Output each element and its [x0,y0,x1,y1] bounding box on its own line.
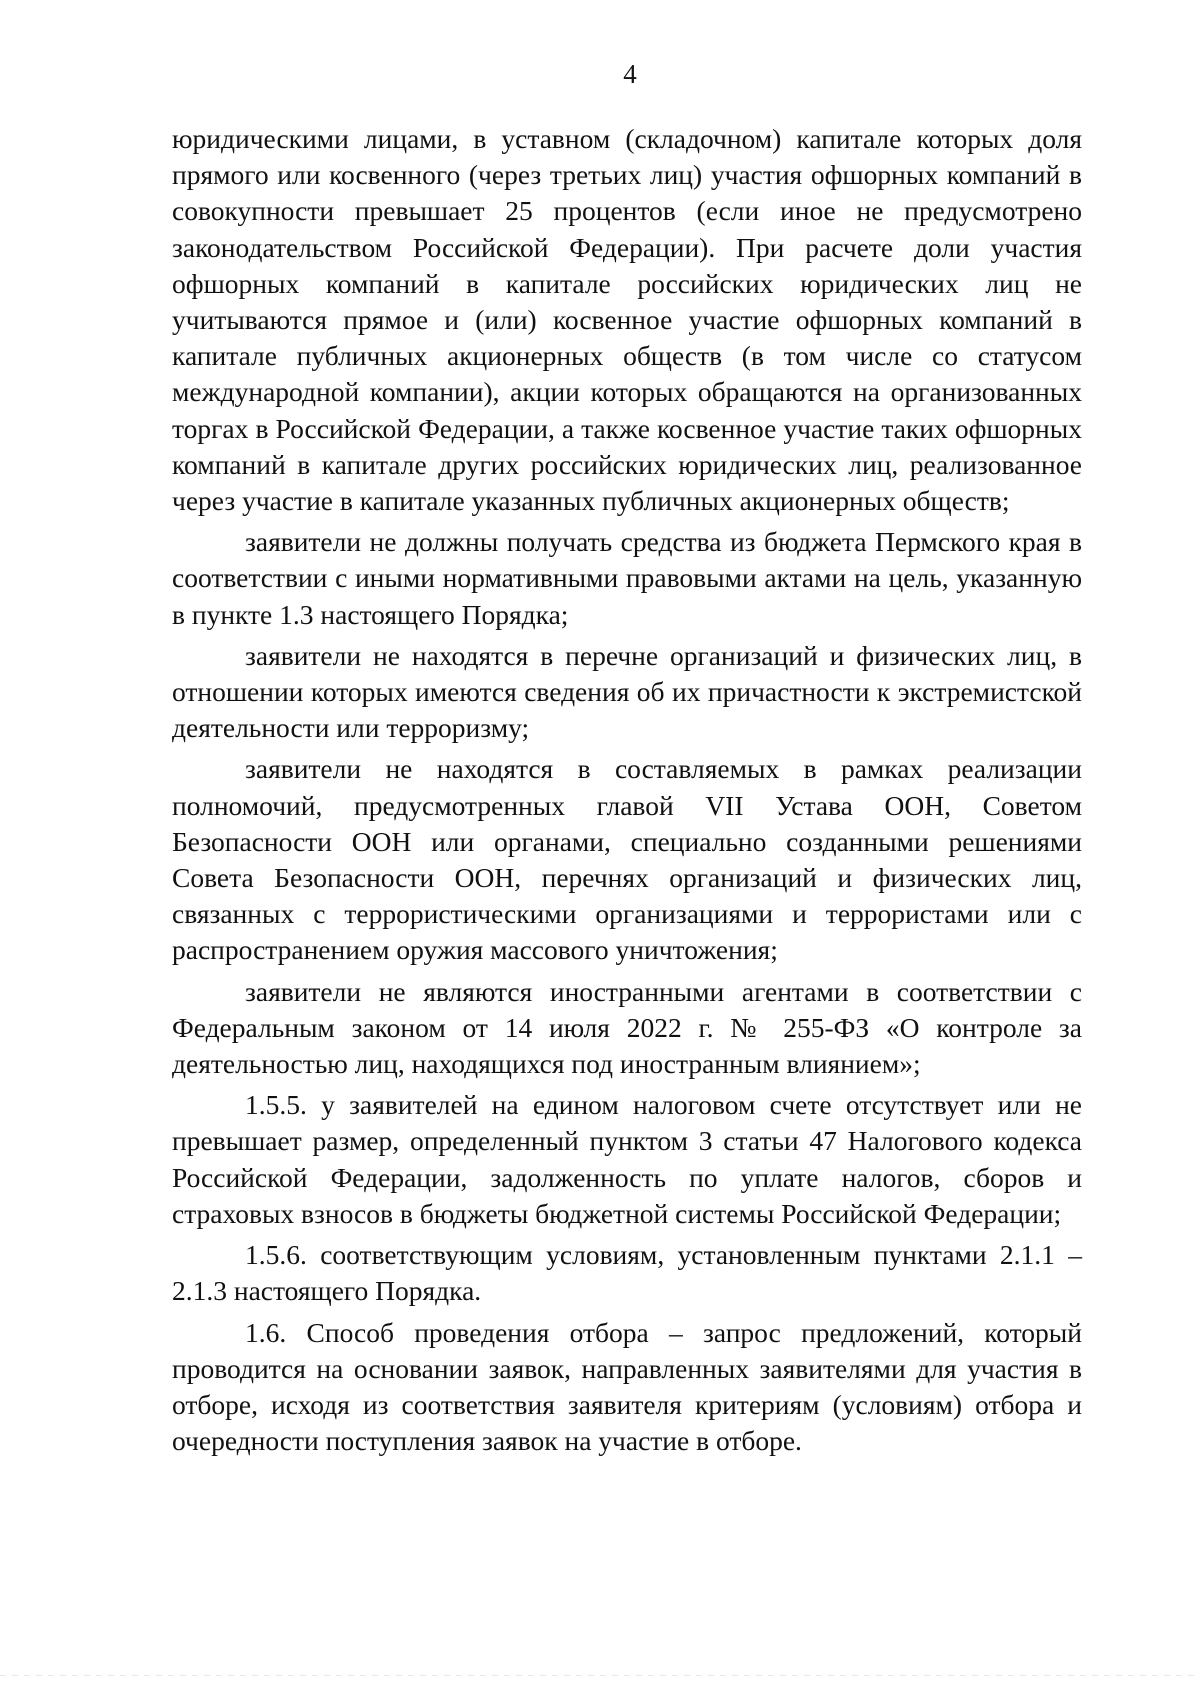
paragraph-un-sanctions-list: заявители не находятся в составляемых в рамках реализации полномочий, предусмотренных главой VII Устава ООН, Советом Безопасности ООН или органами, специально созданными решениями Совета Безопасности ООН, перечнях организаций и физических лиц, связанных с террористическими организациями и террористами или с распространением оружия массового уничтожения; [172,753,1082,966]
scan-bottom-edge [0,1675,1200,1676]
paragraph-1-6-selection-method: 1.6. Способ проведения отбора – запрос предложений, который проводится на основании заявок, направленных заявителями для участия в отборе, исходя из соответствия заявителя критериям (условиям) отбора и очередности поступления заявок на участие в отборе. [172,1316,1082,1457]
paragraph-foreign-agents: заявители не являются иностранными агентами в соответствии с Федеральным законом от 14 июля 2022 г. № 255-ФЗ «О контроле за деятельностью лиц, находящихся под иностранным влиянием»; [172,975,1082,1080]
paragraph-offshore-participation: юридическими лицами, в уставном (складочном) капитале которых доля прямого или косвенного (через третьих лиц) участия офшорных компаний в совокупности превышает 25 процентов (если иное не предусмотрено законодательством Российской Федерации). При расчете доли участия офшорных компаний в капитале российских юридических лиц не учитываются прямое и (или) косвенное участие офшорных компаний в капитале публичных акционерных обществ (в том числе со статусом международной компании), акции которых обращаются на организованных торгах в Российской Федерации, а также косвенное участие таких офшорных компаний в капитале других российских юридических лиц, реализованное через участие в капитале указанных публичных акционерных обществ; [172,123,1082,517]
paragraph-1-5-5-tax-debt: 1.5.5. у заявителей на едином налоговом счете отсутствует или не превышает размер, определенный пунктом 3 статьи 47 Налогового кодекса Российской Федерации, задолженность по уплате налогов, сборов и страховых взносов в бюджеты бюджетной системы Российской Федерации; [172,1089,1082,1229]
paragraph-extremism-list: заявители не находятся в перечне организаций и физических лиц, в отношении которых имеются сведения об их причастности к экстремистской деятельности или терроризму; [172,639,1082,744]
paragraph-budget-funds: заявители не должны получать средства из бюджета Пермского края в соответствии с иными нормативными правовыми актами на цель, указанную в пункте 1.3 настоящего Порядка; [172,526,1082,630]
page-number: 4 [623,59,637,89]
paragraph-1-5-6-conditions: 1.5.6. соответствующим условиям, установленным пунктами 2.1.1 – 2.1.3 настоящего Порядка. [172,1239,1082,1307]
document-body [172,121,1082,1464]
